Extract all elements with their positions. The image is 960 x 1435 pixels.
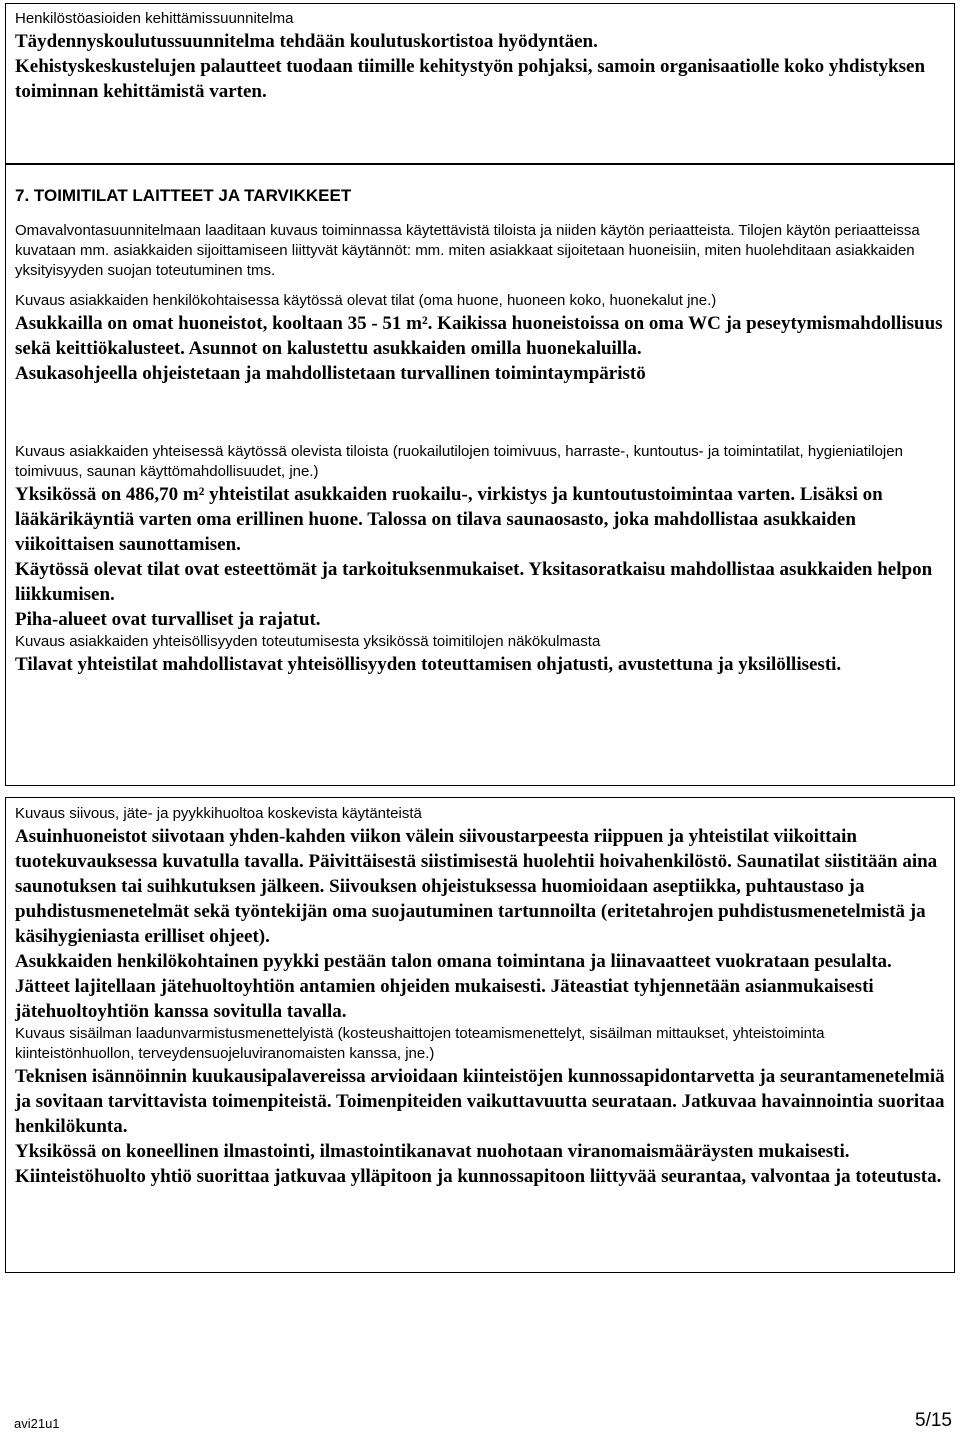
shared-spaces-text-3: Piha-alueet ovat turvalliset ja rajatut. (15, 609, 321, 630)
community-text: Tilavat yhteistilat mahdollistavat yhteisöllisyyden toteuttamisen ohjatusti, avustettuna ja yksilöllisesti. (15, 654, 842, 675)
development-plan-box (5, 3, 955, 164)
personal-rooms-text-2: Asukasohjeella ohjeistetaan ja mahdollistetaan turvallinen toimintaympäristö (15, 363, 646, 384)
indoor-air-text-1: Teknisen isännöinnin kuukausipalavereissa arvioidaan kiinteistöjen kunnossapidontarvetta ja seurantamenetelmiä ja sovitaan tarvittavista toimenpiteistä. Toimenpiteiden vaikuttavuutta seurataan. Jatkuvaa havainnointia suoritaa henkilökunta. (15, 1066, 945, 1137)
indoor-air-text-2: Yksikössä on koneellinen ilmastointi, ilmastointikanavat nuohotaan viranomaismääräysten mukaisesti. Kiinteistöhuolto yhtiö suorittaa jatkuvaa ylläpitoon ja kunnossapitoon liittyvää seurantaa, valvontaa ja toteutusta. (15, 1141, 942, 1187)
personal-rooms-text: Asukkailla on omat huoneistot, kooltaan 35 - 51 m². Kaikissa huoneistoissa on oma WC ja peseytymismahdollisuus sekä keittiökalusteet. Asunnot on kalustettu asukkaiden omilla huonekaluilla. (15, 313, 943, 359)
cleaning-label: Kuvaus siivous, jäte- ja pyykkihuoltoa koskevista käytänteistä (15, 805, 422, 822)
shared-spaces-label: Kuvaus asiakkaiden yhteisessä käytössä olevista tiloista (ruokailutilojen toimivuus, harraste-, kuntoutus- ja toimintatilat, hygieniatilojen toimivuus, saunan käyttömahdollisuudet, jne.) (15, 443, 903, 480)
personal-rooms-label: Kuvaus asiakkaiden henkilökohtaisessa käytössä olevat tilat (oma huone, huoneen koko, huonekalut jne.) (15, 292, 717, 309)
facilities-intro: Omavalvontasuunnitelmaan laaditaan kuvaus toiminnassa käytettävistä tiloista ja niiden käytön periaatteista. Tilojen käytön periaatteissa kuvataan mm. asiakkaiden sijoittamiseen liittyvät käytännöt: mm. miten asiakkaat sijoitetaan huoneisiin, miten huolehditaan asiakkaiden yksityisyyden suojan toteutuminen tms. (15, 222, 920, 279)
training-plan-text: Täydennyskoulutussuunnitelma tehdään koulutuskortistoa hyödyntäen. (15, 31, 598, 52)
indoor-air-label: Kuvaus sisäilman laadunvarmistusmenettelyistä (kosteushaittojen toteamismenettelyt, sisäilman mittaukset, yhteistoiminta kiinteistönhuollon, terveydensuojeluviranomaisten kanssa, jne.) (15, 1025, 825, 1062)
section-heading: 7. TOIMITILAT LAITTEET JA TARVIKKEET (15, 186, 352, 205)
development-plan-label: Henkilöstöasioiden kehittämissuunnitelma (15, 10, 294, 27)
cleaning-text-3: Jätteet lajitellaan jätehuoltoyhtiön antamien ohjeiden mukaisesti. Jäteastiat tyhjennetään asianmukaisesti jätehuoltoyhtiön kanssa sovitulla tavalla. (15, 976, 874, 1022)
feedback-text: Kehistyskeskustelujen palautteet tuodaan tiimille kehitystyön pohjaksi, samoin organisaatiolle koko yhdistyksen toiminnan kehittämistä varten. (15, 56, 926, 102)
facilities-section-box (5, 164, 955, 786)
cleaning-text-2: Asukkaiden henkilökohtainen pyykki pestään talon omana toimintana ja liinavaatteet vuokrataan pesulalta. (15, 951, 892, 972)
document-code: avi21u1 (14, 1416, 60, 1431)
cleaning-text-1: Asuinhuoneistot siivotaan yhden-kahden viikon välein siivoustarpeesta riippuen ja yhteistilat viikoittain tuotekuvauksessa kuvatulla tavalla. Päivittäisestä siistimisestä huolehtii hoivahenkilöstö. Saunatilat siistitään aina saunotuksen tai suihkutuksen jälkeen. Siivouksen ohjeistuksessa huomioidaan aseptiikka, puhtaustaso ja puhdistusmenetelmät sekä työntekijän oma suojautuminen tartunnoilta (eritetahrojen puhdistusmenetelmistä ja käsihygieniasta erilliset ohjeet). (15, 826, 938, 947)
shared-spaces-text-1: Yksikössä on 486,70 m² yhteistilat asukkaiden ruokailu-, virkistys ja kuntoutustoimintaa varten. Lisäksi on lääkärikäyntiä varten oma erillinen huone. Talossa on tilava saunaosasto, joka mahdollistaa asukkaiden viikoittaisen saunottamisen. (15, 484, 883, 555)
shared-spaces-text-2: Käytössä olevat tilat ovat esteettömät ja tarkoituksenmukaiset. Yksitasoratkaisu mahdollistaa asukkaiden helpon liikkumisen. (15, 559, 933, 605)
cleaning-air-box (5, 797, 955, 1273)
community-label: Kuvaus asiakkaiden yhteisöllisyyden toteutumisesta yksikössä toimitilojen näkökulmasta (15, 633, 601, 650)
page-number: 5/15 (915, 1410, 952, 1431)
